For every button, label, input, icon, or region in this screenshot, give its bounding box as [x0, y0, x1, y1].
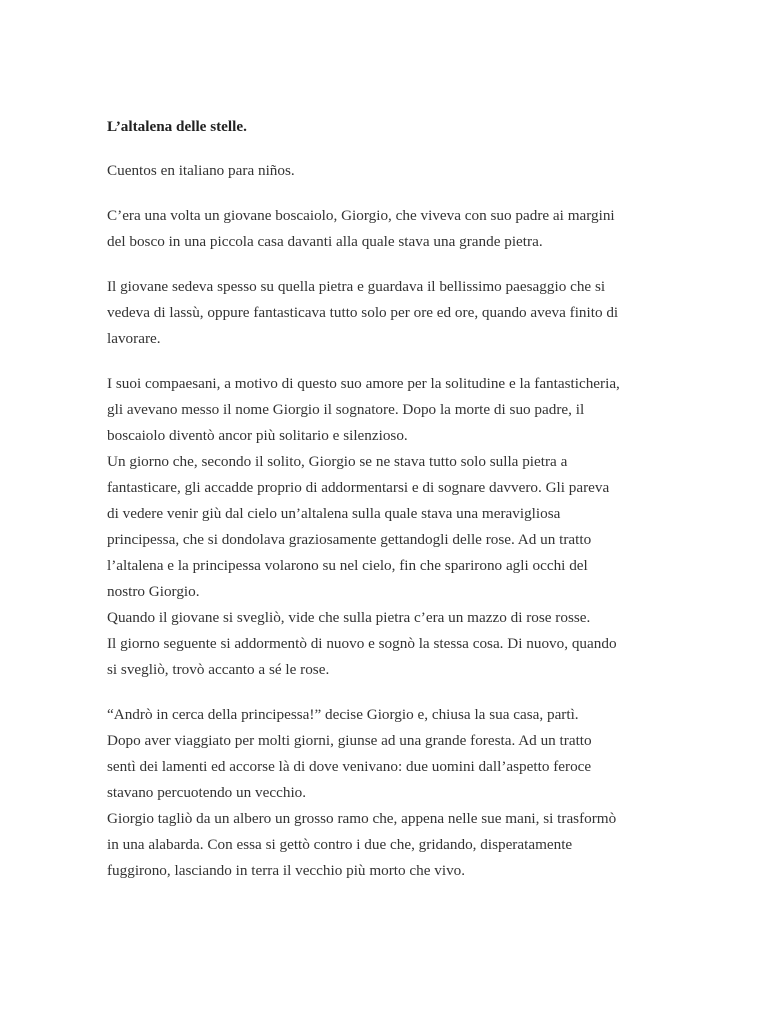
text-line: gli avevano messo il nome Giorgio il sognatore. Dopo la morte di suo padre, il: [107, 401, 585, 418]
text-line: “Andrò in cerca della principessa!” decise Giorgio e, chiusa la sua casa, partì.: [107, 706, 579, 723]
text-line: stavano percuotendo un vecchio.: [107, 784, 307, 801]
paragraph-2: [107, 274, 667, 352]
subtitle-line: Cuentos en italiano para niños.: [107, 162, 295, 179]
paragraph-3: [107, 371, 667, 683]
text-line: di vedere venir giù dal cielo un’altalena sulla quale stava una meravigliosa: [107, 505, 561, 522]
text-line: si svegliò, trovò accanto a sé le rose.: [107, 661, 330, 678]
text-line: fuggirono, lasciando in terra il vecchio più morto che vivo.: [107, 862, 466, 879]
paragraph-1: [107, 203, 667, 255]
text-line: vedeva di lassù, oppure fantasticava tutto solo per ore ed ore, quando aveva finito di: [107, 304, 619, 321]
document-subtitle: [107, 158, 667, 184]
text-line: C’era una volta un giovane boscaiolo, Giorgio, che viveva con suo padre ai margini: [107, 207, 615, 224]
text-line: principessa, che si dondolava graziosamente gettandogli delle rose. Ad un tratto: [107, 531, 592, 548]
document-page: [107, 114, 667, 903]
text-line: boscaiolo diventò ancor più solitario e silenzioso.: [107, 427, 408, 444]
text-line: fantasticare, gli accadde proprio di addormentarsi e di sognare davvero. Gli pareva: [107, 479, 610, 496]
text-line: Giorgio tagliò da un albero un grosso ramo che, appena nelle sue mani, si trasformò: [107, 810, 617, 827]
text-line: I suoi compaesani, a motivo di questo suo amore per la solitudine e la fantasticheria,: [107, 375, 620, 392]
text-line: Il giorno seguente si addormentò di nuovo e sognò la stessa cosa. Di nuovo, quando: [107, 635, 617, 652]
text-line: Dopo aver viaggiato per molti giorni, giunse ad una grande foresta. Ad un tratto: [107, 732, 592, 749]
text-line: in una alabarda. Con essa si gettò contro i due che, gridando, disperatamente: [107, 836, 573, 853]
text-line: Il giovane sedeva spesso su quella pietra e guardava il bellissimo paesaggio che si: [107, 278, 606, 295]
text-line: Un giorno che, secondo il solito, Giorgio se ne stava tutto solo sulla pietra a: [107, 453, 568, 470]
text-line: del bosco in una piccola casa davanti alla quale stava una grande pietra.: [107, 233, 543, 250]
text-line: l’altalena e la principessa volarono su nel cielo, fin che sparirono agli occhi del: [107, 557, 588, 574]
document-title: L’altalena delle stelle.: [107, 118, 247, 135]
text-line: sentì dei lamenti ed accorse là di dove venivano: due uomini dall’aspetto feroce: [107, 758, 592, 775]
text-line: lavorare.: [107, 330, 161, 347]
paragraph-4: [107, 702, 667, 884]
text-line: Quando il giovane si svegliò, vide che sulla pietra c’era un mazzo di rose rosse.: [107, 609, 591, 626]
text-line: nostro Giorgio.: [107, 583, 200, 600]
